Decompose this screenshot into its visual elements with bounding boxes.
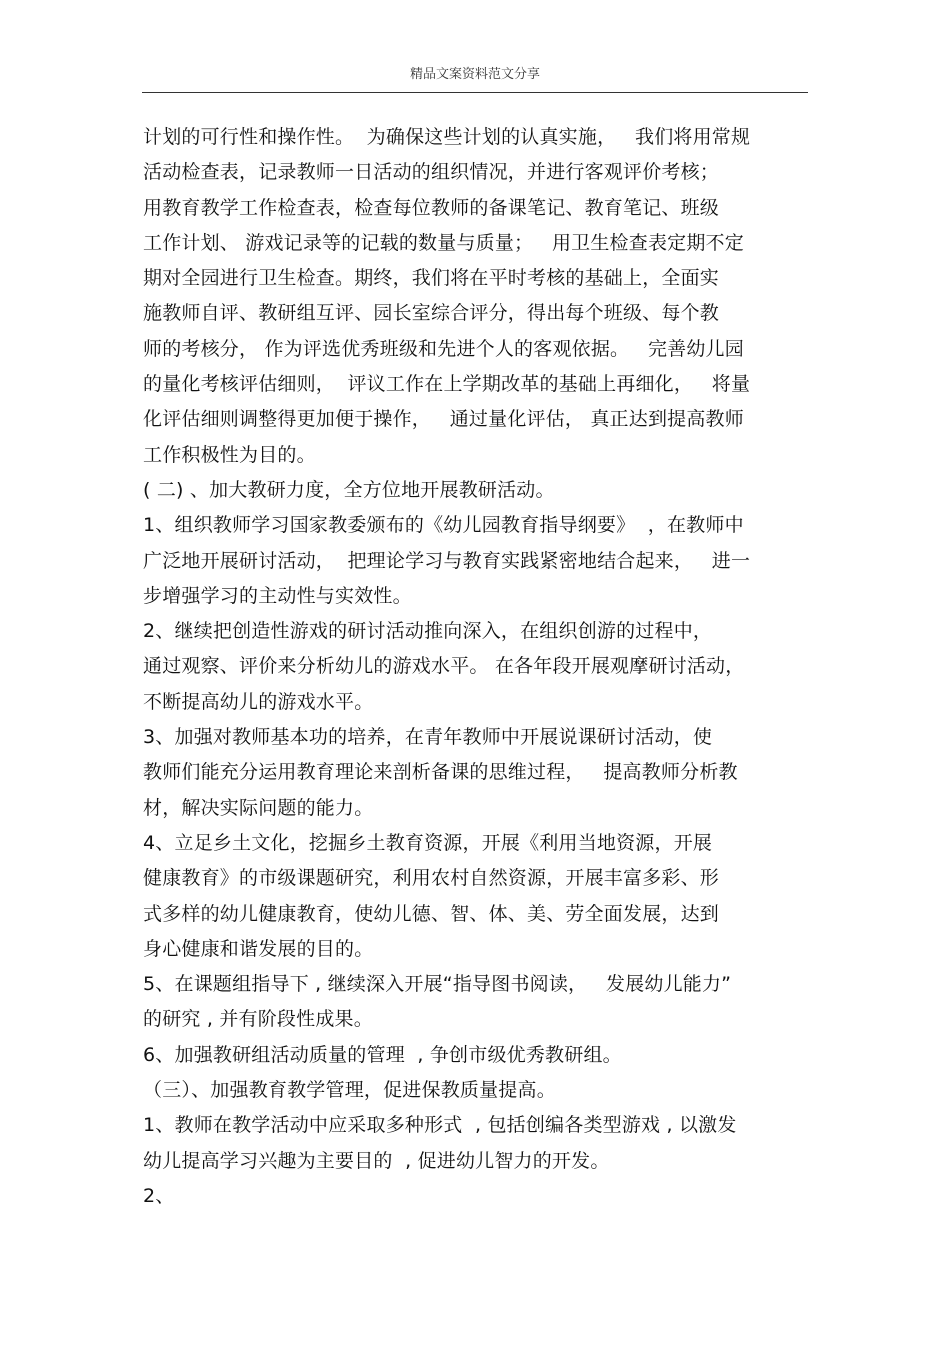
- text-line: 广泛地开展研讨活动， 把理论学习与教育实践紧密地结合起来， 进一: [143, 549, 751, 572]
- list-item: 2、继续把创造性游戏的研讨活动推向深入，在组织创游的过程中，: [143, 620, 713, 643]
- text-line: 工作积极性为目的。: [143, 443, 316, 466]
- section-heading: （三）、加强教育教学管理，促进保教质量提高。: [143, 1079, 556, 1102]
- text-line: 教师们能充分运用教育理论来剖析备课的思维过程， 提高教师分析教: [143, 761, 738, 784]
- list-item: 1、教师在教学活动中应采取多种形式 , 包括创编各类型游戏 , 以激发: [143, 1114, 737, 1137]
- text-line: 计划的可行性和操作性。 为确保这些计划的认真实施， 我们将用常规: [143, 126, 751, 148]
- list-item: 5、在课题组指导下 , 继续深入开展“指导图书阅读， 发展幼儿能力”: [143, 973, 732, 996]
- text-line: 健康教育》的市级课题研究，利用农村自然资源，开展丰富多彩、形: [143, 867, 720, 890]
- list-item: 1、组织教师学习国家教委颁布的《幼儿园教育指导纲要》 ，在教师中: [143, 514, 744, 537]
- list-item: 2、: [143, 1184, 175, 1207]
- text-line: 步增强学习的主动性与实效性。: [143, 584, 412, 607]
- text-line: 化评估细则调整得更加便于操作， 通过量化评估， 真正达到提高教师: [143, 408, 744, 431]
- text-line: 的研究 , 并有阶段性成果。: [143, 1008, 373, 1031]
- page-header: 精品文案资料范文分享: [409, 67, 540, 82]
- text-line: 用教育教学工作检查表，检查每位教师的备课笔记、教育笔记、班级: [143, 196, 720, 219]
- list-item: 4、立足乡土文化，挖掘乡土教育资源，开展《利用当地资源，开展: [143, 831, 713, 854]
- text-line: 期对全园进行卫生检查。期终，我们将在平时考核的基础上，全面实: [143, 267, 720, 290]
- section-heading: ( 二) 、加大教研力度，全方位地开展教研活动。: [143, 478, 555, 501]
- list-item: 6、加强教研组活动质量的管理 , 争创市级优秀教研组。: [143, 1043, 622, 1066]
- list-item: 3、加强对教师基本功的培养，在青年教师中开展说课研讨活动，使: [143, 726, 713, 749]
- text-line: 活动检查表，记录教师一日活动的组织情况，并进行客观评价考核；: [143, 161, 720, 184]
- text-line: 不断提高幼儿的游戏水平。: [143, 690, 374, 713]
- document-body: [143, 120, 813, 1214]
- text-line: 工作计划、 游戏记录等的记载的数量与质量； 用卫生检查表定期不定: [143, 231, 744, 254]
- text-line: 幼儿提高学习兴趣为主要目的 , 促进幼儿智力的开发。: [143, 1149, 610, 1172]
- text-line: 材，解决实际问题的能力。: [143, 796, 374, 819]
- text-line: 的量化考核评估细则， 评议工作在上学期改革的基础上再细化， 将量: [143, 373, 751, 396]
- text-line: 施教师自评、教研组互评、园长室综合评分，得出每个班级、每个教: [143, 302, 720, 325]
- text-line: 通过观察、评价来分析幼儿的游戏水平。 在各年段开展观摩研讨活动，: [143, 655, 745, 678]
- text-line: 身心健康和谐发展的目的。: [143, 937, 374, 960]
- text-line: 式多样的幼儿健康教育，使幼儿德、智、体、美、劳全面发展，达到: [143, 902, 720, 925]
- text-line: 师的考核分， 作为评选优秀班级和先进个人的客观依据。 完善幼儿园: [143, 337, 744, 360]
- header-divider: [142, 92, 808, 93]
